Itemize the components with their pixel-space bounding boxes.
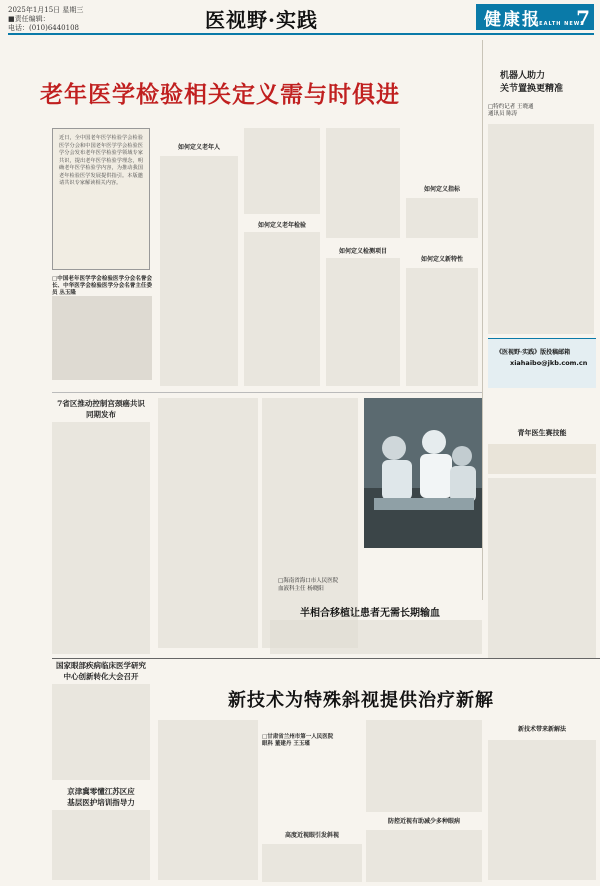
surgery-photo	[364, 398, 482, 548]
photo-story-title: 半相合移植让患者无需长期输血	[300, 608, 440, 619]
column-text-3a	[326, 128, 400, 238]
bottom-headline: 新技术为特殊斜视提供治疗新解	[228, 690, 494, 711]
subhead-3: 如何定义老年检验	[257, 222, 306, 229]
photo-caption-1: □海南省海口市人民医院 血液科主任 杨晓阳	[278, 578, 339, 592]
article-author: □中国老年医学学会检验医学分会名誉会长、中华医学会检验医学分会名誉主任委员 丛玉隆	[52, 276, 152, 297]
bottom-col3a	[366, 720, 482, 812]
masthead-logo	[476, 4, 594, 30]
bottom-col4	[488, 740, 596, 880]
side-byline: □特约记者 王晓通 通讯员 陈涛	[488, 104, 534, 118]
bottom-rule	[52, 658, 600, 659]
page-number: 7	[576, 6, 590, 30]
mid-rule	[52, 392, 482, 393]
column-text-2b	[244, 232, 320, 386]
side-article-text	[488, 124, 594, 334]
logo-en: HEALTH NEWS	[534, 21, 585, 27]
side-divider	[482, 40, 483, 600]
phone-line: 电话：(010)6440108	[8, 24, 79, 32]
issue-date: 2025年1月15日 星期三	[8, 6, 84, 14]
column-text-2a	[244, 128, 320, 214]
photo-2-frame	[488, 444, 596, 474]
mid-article-text-1	[52, 422, 150, 654]
side-article-2-text	[488, 478, 596, 658]
bottom-col2	[262, 844, 362, 882]
header-rule	[8, 33, 594, 35]
main-headline: 老年医学检验相关定义需与时俱进	[40, 82, 400, 108]
bottom-subhead-3: 防控近视有助减少多种眼病	[387, 818, 460, 825]
section-title: 医视野·实践	[205, 8, 318, 32]
column-text-1	[160, 156, 238, 386]
bottom-col1	[158, 720, 258, 880]
photo-story-text	[270, 620, 482, 654]
bottom-subhead-2: 新技术带来新解法	[517, 726, 566, 733]
editor-note-box	[52, 128, 150, 270]
mid-body-col	[158, 398, 258, 648]
submission-email[interactable]: xiahaibo@jkb.com.cn	[510, 359, 588, 368]
bottom-byline: □甘肃省兰州市第一人民医院 眼科 董建丹 王玉瑾	[262, 734, 334, 748]
submission-box	[488, 338, 596, 388]
column-text-3b	[326, 258, 400, 386]
main-article-body	[160, 128, 478, 388]
subhead-7: 如何定义新特性	[420, 256, 463, 263]
mid-article-title-3: 京津冀零懂江苏区应 基层医护培训指导力	[67, 787, 135, 807]
editor-note: 近日，全中国老年医学检验学会检验医学分会和中国老年医学学会检验医学分会发布老年医学检验学领域专家共识，提出老年医学检验学理念，明确老年医学检验学内容，为推动我国老年检验医学发展提供指引。本版邀请共识专家解读相关内容。	[59, 135, 143, 186]
side-article-title: 机器人助力 关节置换更精准	[500, 71, 564, 94]
mid-article-text-2	[52, 684, 150, 780]
mid-article-title-1: 7省区推动控制宫颈癌共识 同期发布	[57, 399, 145, 419]
mid-article-text-3	[52, 810, 150, 880]
article-body-col1	[52, 296, 152, 380]
editor-line: ■责任编辑：	[8, 15, 50, 23]
column-text-4a	[406, 198, 478, 238]
subhead-5: 如何定义检测项目	[338, 248, 387, 255]
subhead-1: 如何定义老年人	[177, 144, 220, 151]
submission-label: 《医视野·实践》版投稿邮箱	[496, 349, 571, 356]
column-text-4b	[406, 268, 478, 386]
bottom-subhead-1: 高度近视眼引发斜视	[284, 832, 339, 839]
mid-article-title-2: 国家眼部疾病临床医学研究 中心创新转化大会召开	[56, 661, 146, 681]
bottom-col3b	[366, 830, 482, 882]
logo-text: 健康报	[484, 10, 541, 30]
issue-meta	[8, 6, 83, 33]
photo-caption-2: 青年医生赛技能	[517, 428, 567, 437]
subhead-6: 如何定义指标	[423, 186, 460, 193]
